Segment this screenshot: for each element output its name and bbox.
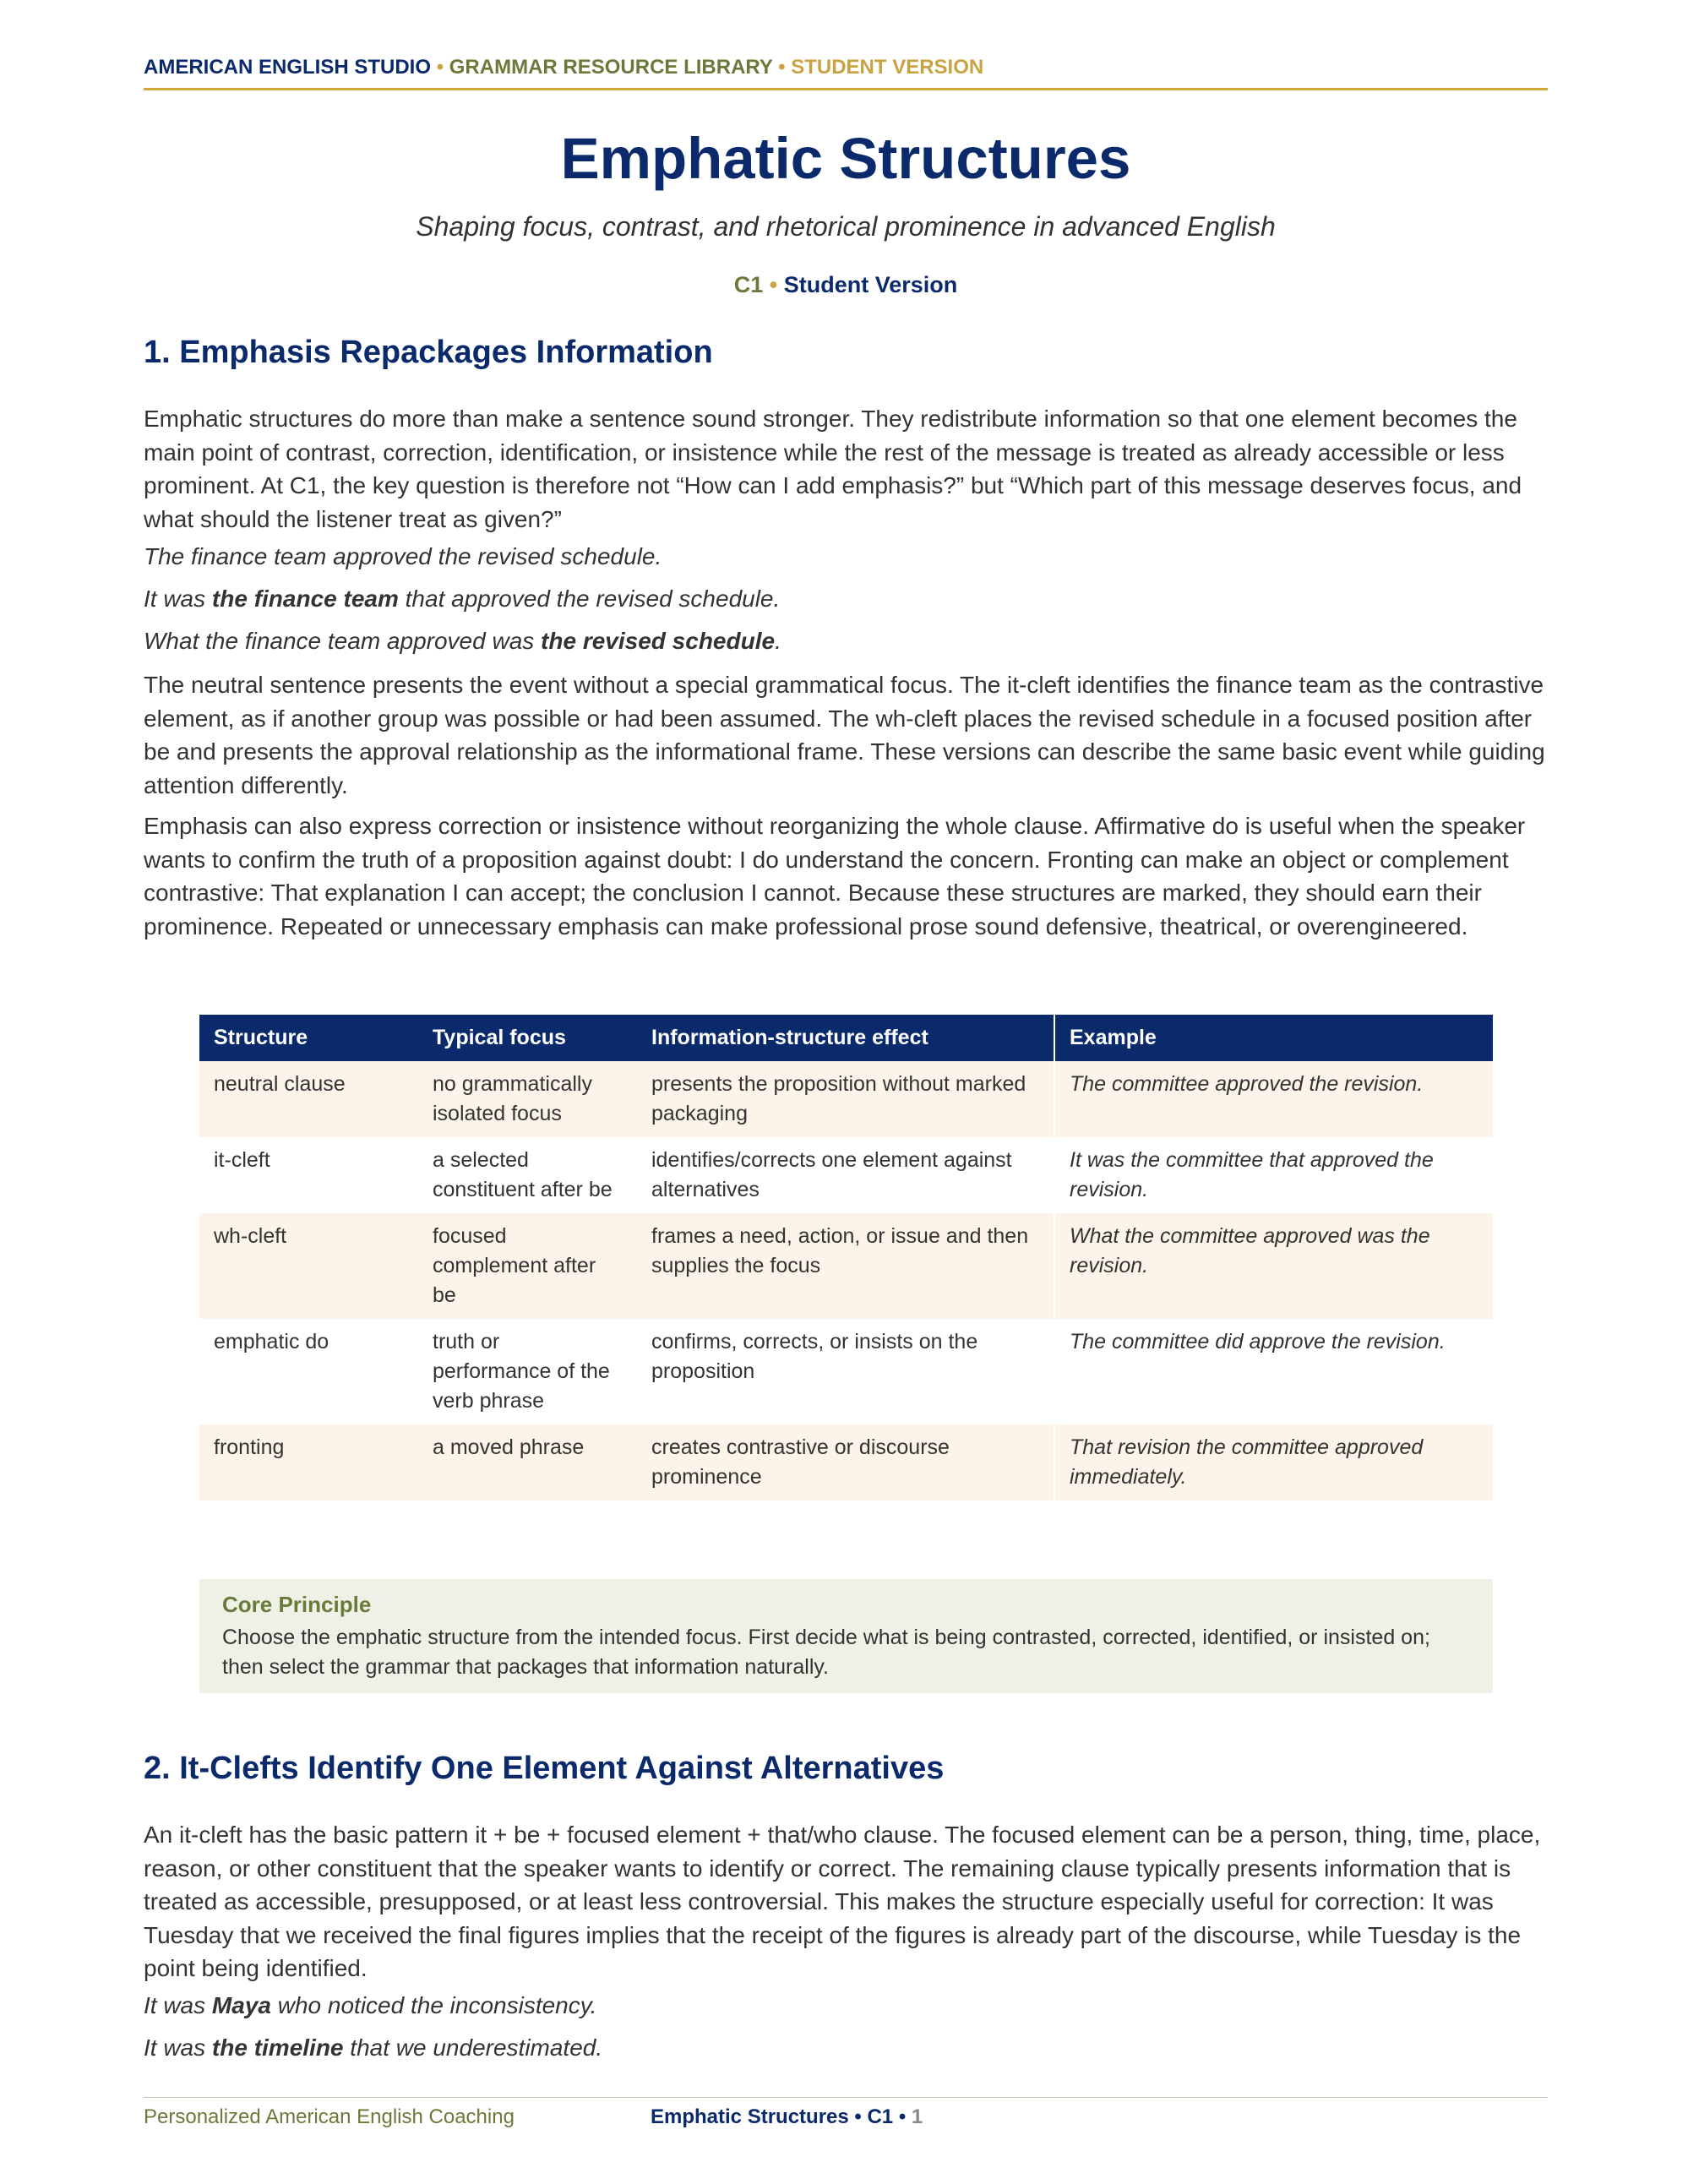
- section-2-heading: 2. It-Clefts Identify One Element Against Alternatives: [144, 1751, 945, 1786]
- footer-title: Emphatic Structures • C1 •: [651, 2105, 907, 2128]
- table-cell: focused complement after be: [418, 1213, 637, 1319]
- table-cell: frames a need, action, or issue and then supplies the focus: [637, 1213, 1054, 1319]
- table-cell: neutral clause: [199, 1061, 418, 1137]
- column-header: Example: [1054, 1015, 1493, 1061]
- table-cell: It was the committee that approved the revision.: [1054, 1137, 1493, 1213]
- table-cell: presents the proposition without marked packaging: [637, 1061, 1054, 1137]
- table-cell: a moved phrase: [418, 1424, 637, 1500]
- footer-rule: [144, 2097, 1548, 2098]
- section-1-paragraph-1: Emphatic structures do more than make a sentence sound stronger. They redistribute information so that one element becomes the main point of contrast, correction, identification, or insistence while the rest of the message is treated as already accessible or less prominent. At C1, the key question is therefore not “How can I add emphasis?” but “Which part of this message deserves focus, and what should the listener treat as given?”: [144, 406, 1522, 532]
- core-principle-text: Choose the emphatic structure from the intended focus. First decide what is being contrasted, corrected, identified, or insisted on; then select the grammar that packages that information naturally.: [222, 1626, 1430, 1679]
- header-rule: [144, 88, 1548, 90]
- table-cell: What the committee approved was the revision.: [1054, 1213, 1493, 1319]
- table-cell: The committee approved the revision.: [1054, 1061, 1493, 1137]
- page-subtitle: Shaping focus, contrast, and rhetorical prominence in advanced English: [416, 211, 1276, 242]
- section-1-heading: 1. Emphasis Repackages Information: [144, 335, 713, 370]
- version-label: STUDENT VERSION: [791, 56, 984, 79]
- example-it-cleft-maya: It was Maya who noticed the inconsistency.: [144, 1992, 597, 2018]
- table-cell: a selected constituent after be: [418, 1137, 637, 1213]
- example-it-cleft-timeline: It was the timeline that we underestimated.: [144, 2034, 603, 2061]
- table-cell: truth or performance of the verb phrase: [418, 1319, 637, 1424]
- footer-center: [651, 2105, 923, 2129]
- column-header: Structure: [199, 1015, 418, 1061]
- level-version: Student Version: [783, 272, 958, 297]
- library-name: GRAMMAR RESOURCE LIBRARY: [449, 56, 773, 79]
- table-row: [199, 1061, 1493, 1137]
- table-row: [199, 1137, 1493, 1213]
- brand-name: AMERICAN ENGLISH STUDIO: [144, 56, 432, 79]
- column-header: Information-structure effect: [637, 1015, 1054, 1061]
- table-row: [199, 1424, 1493, 1500]
- running-header: [144, 56, 983, 79]
- column-header: Typical focus: [418, 1015, 637, 1061]
- structures-table: [199, 1015, 1493, 1500]
- header-separator: •: [778, 56, 786, 79]
- example-wh-cleft: What the finance team approved was the revised schedule.: [144, 628, 781, 654]
- page-number: 1: [911, 2105, 923, 2128]
- level-badge: C1: [733, 272, 764, 297]
- table-cell: emphatic do: [199, 1319, 418, 1424]
- section-1-paragraph-2: The neutral sentence presents the event without a special grammatical focus. The it-cleft identifies the finance team as the contrastive element, as if another group was possible or had been assumed. The wh-cleft places the revised schedule in a focused position after be and presents the approval relationship as the informational frame. These versions can describe the same basic event while guiding attention differently.: [144, 672, 1545, 798]
- table-row: [199, 1213, 1493, 1319]
- table-cell: creates contrastive or discourse prominence: [637, 1424, 1054, 1500]
- table-cell: fronting: [199, 1424, 418, 1500]
- core-principle-box: [199, 1579, 1493, 1693]
- section-2-paragraph-1: An it-cleft has the basic pattern it + be + focused element + that/who clause. The focused element can be a person, thing, time, place, reason, or other constituent that the speaker wants to identify or correct. The remaining clause typically presents information that is treated as accessible, presupposed, or at least less controversial. This makes the structure especially useful for correction: It was Tuesday that we received the final figures implies that the receipt of the figures is already part of the discourse, while Tuesday is the point being identified.: [144, 1822, 1541, 1981]
- table-row: [199, 1319, 1493, 1424]
- level-separator: •: [769, 272, 778, 297]
- table-cell: confirms, corrects, or insists on the proposition: [637, 1319, 1054, 1424]
- table-cell: The committee did approve the revision.: [1054, 1319, 1493, 1424]
- table-cell: no grammatically isolated focus: [418, 1061, 637, 1137]
- header-separator: •: [436, 56, 444, 79]
- footer-left: Personalized American English Coaching: [144, 2105, 515, 2128]
- example-neutral: The finance team approved the revised schedule.: [144, 543, 662, 569]
- table-cell: it-cleft: [199, 1137, 418, 1213]
- level-line: [144, 272, 1548, 298]
- table-cell: That revision the committee approved immediately.: [1054, 1424, 1493, 1500]
- table-cell: wh-cleft: [199, 1213, 418, 1319]
- table-cell: identifies/corrects one element against alternatives: [637, 1137, 1054, 1213]
- page-title: Emphatic Structures: [560, 126, 1131, 191]
- table-header-row: [199, 1015, 1493, 1061]
- example-it-cleft: It was the finance team that approved the revised schedule.: [144, 585, 781, 612]
- section-1-paragraph-3: Emphasis can also express correction or insistence without reorganizing the whole clause. Affirmative do is useful when the speaker wants to confirm the truth of a proposition against doubt: I do understand the concern. Fronting can make an object or complement contrastive: That explanation I can accept; the conclusion I cannot. Because these structures are marked, they should earn their prominence. Repeated or unnecessary emphasis can make professional prose sound defensive, theatrical, or overengineered.: [144, 813, 1526, 940]
- core-principle-title: Core Principle: [222, 1592, 372, 1617]
